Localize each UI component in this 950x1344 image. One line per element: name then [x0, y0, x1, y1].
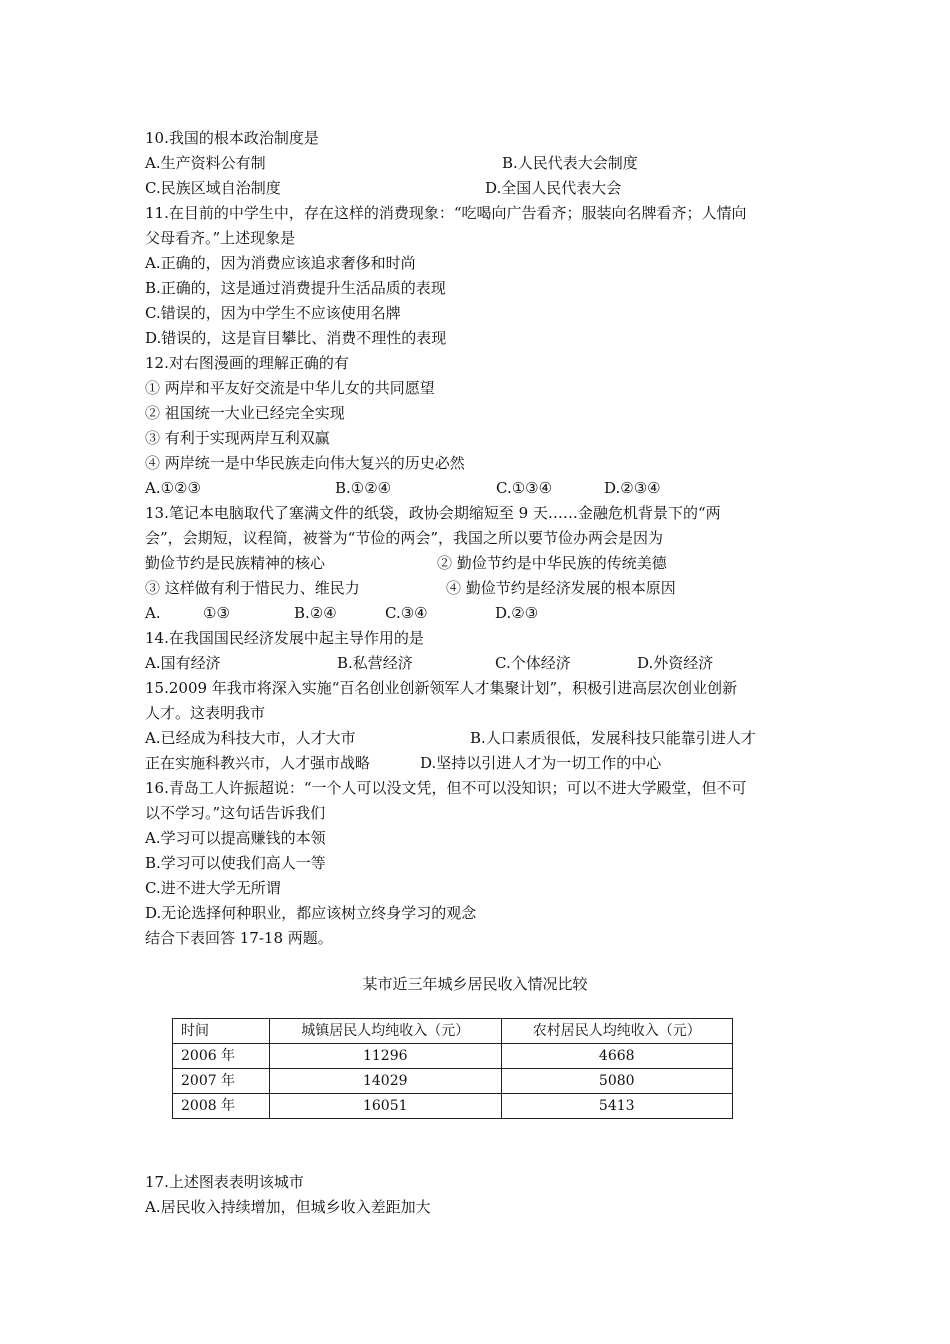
- q13-option-a-letter: A.: [145, 604, 161, 622]
- q13-item-2: ② 勤俭节约是中华民族的传统美德: [437, 554, 667, 572]
- q13-item-3: ③ 这样做有利于惜民力、维民力: [145, 579, 360, 597]
- q17-stem: 17.上述图表表明该城市: [145, 1173, 304, 1191]
- q14-option-b: B.私营经济: [337, 654, 413, 672]
- q12-item-2: ② 祖国统一大业已经完全实现: [145, 404, 345, 422]
- q15-option-d: D.坚持以引进人才为一切工作的中心: [420, 754, 662, 772]
- q12-option-a: A.①②③: [145, 479, 201, 497]
- q14-option-a: A.国有经济: [145, 654, 221, 672]
- q16-option-b: B.学习可以使我们高人一等: [145, 854, 326, 872]
- q10-option-a: A.生产资料公有制: [145, 154, 266, 172]
- table-row: [173, 1094, 733, 1119]
- q11-option-a: A.正确的，因为消费应该追求奢侈和时尚: [145, 254, 416, 272]
- q16-option-d: D.无论选择何种职业，都应该树立终身学习的观念: [145, 904, 477, 922]
- q13-stem-line1: 13.笔记本电脑取代了塞满文件的纸袋，政协会期缩短至 9 天……金融危机背景下的“两: [145, 504, 721, 522]
- cell-year: 2006 年: [173, 1044, 270, 1069]
- q12-option-c: C.①③④: [496, 479, 553, 497]
- header-urban: 城镇居民人均纯收入（元）: [270, 1019, 502, 1044]
- table-header-row: [173, 1019, 733, 1044]
- q16-stem-line2: 以不学习。”这句话告诉我们: [145, 804, 326, 822]
- q15-option-b: B.人口素质很低，发展科技只能靠引进人才: [470, 729, 756, 747]
- q11-option-b: B.正确的，这是通过消费提升生活品质的表现: [145, 279, 446, 297]
- q10-option-c: C.民族区域自治制度: [145, 179, 281, 197]
- table-row: [173, 1044, 733, 1069]
- q16-option-a: A.学习可以提高赚钱的本领: [145, 829, 326, 847]
- q16-stem-line1: 16.青岛工人许振超说：“一个人可以没文凭，但不可以没知识；可以不进大学殿堂，但不可: [145, 779, 747, 797]
- table-instruction: 结合下表回答 17-18 两题。: [145, 929, 333, 947]
- q12-item-1: ① 两岸和平友好交流是中华儿女的共同愿望: [145, 379, 435, 397]
- q15-option-a: A.已经成为科技大市，人才大市: [145, 729, 356, 747]
- q15-stem-line2: 人才。这表明我市: [145, 704, 266, 722]
- q13-option-b: B.②④: [294, 604, 337, 622]
- header-time: 时间: [173, 1019, 270, 1044]
- q12-item-4: ④ 两岸统一是中华民族走向伟大复兴的历史必然: [145, 454, 465, 472]
- cell-year: 2007 年: [173, 1069, 270, 1094]
- table-row: [173, 1069, 733, 1094]
- q15-option-c: 正在实施科教兴市，人才强市战略: [145, 754, 371, 772]
- q13-option-c: C.③④: [385, 604, 428, 622]
- cell-rural: 5413: [501, 1094, 733, 1119]
- q11-stem-line2: 父母看齐。”上述现象是: [145, 229, 296, 247]
- q11-stem-line1: 11.在目前的中学生中，存在这样的消费现象：“吃喝向广告看齐；服装向名牌看齐；人情向: [145, 204, 747, 222]
- q10-stem: 10.我国的根本政治制度是: [145, 129, 319, 147]
- q11-option-c: C.错误的，因为中学生不应该使用名牌: [145, 304, 401, 322]
- q14-option-c: C.个体经济: [495, 654, 571, 672]
- q13-item-4: ④ 勤俭节约是经济发展的根本原因: [446, 579, 676, 597]
- cell-rural: 4668: [501, 1044, 733, 1069]
- cell-urban: 14029: [270, 1069, 502, 1094]
- cell-urban: 16051: [270, 1094, 502, 1119]
- table-caption: 某市近三年城乡居民收入情况比较: [362, 975, 588, 993]
- q13-stem-line2: 会”，会期短，议程简，被誉为“节俭的两会”，我国之所以要节俭办两会是因为: [145, 529, 664, 547]
- q10-option-d: D.全国人民代表大会: [485, 179, 622, 197]
- q13-option-a-value: ①③: [203, 604, 230, 622]
- q14-option-d: D.外资经济: [637, 654, 714, 672]
- cell-rural: 5080: [501, 1069, 733, 1094]
- header-rural: 农村居民人均纯收入（元）: [501, 1019, 733, 1044]
- cell-urban: 11296: [270, 1044, 502, 1069]
- q13-option-d: D.②③: [495, 604, 539, 622]
- q12-option-b: B.①②④: [335, 479, 392, 497]
- q12-item-3: ③ 有利于实现两岸互利双赢: [145, 429, 330, 447]
- q14-stem: 14.在我国国民经济发展中起主导作用的是: [145, 629, 424, 647]
- q10-option-b: B.人民代表大会制度: [502, 154, 638, 172]
- cell-year: 2008 年: [173, 1094, 270, 1119]
- q12-option-d: D.②③④: [604, 479, 661, 497]
- q17-option-a: A.居民收入持续增加，但城乡收入差距加大: [145, 1198, 431, 1216]
- q12-stem: 12.对右图漫画的理解正确的有: [145, 354, 349, 372]
- q11-option-d: D.错误的，这是盲目攀比、消费不理性的表现: [145, 329, 447, 347]
- q15-stem-line1: 15.2009 年我市将深入实施“百名创业创新领军人才集聚计划”，积极引进高层次创业创新: [145, 679, 738, 697]
- income-table: [172, 1018, 733, 1119]
- q13-item-1: 勤俭节约是民族精神的核心: [145, 554, 326, 572]
- q16-option-c: C.进不进大学无所谓: [145, 879, 281, 897]
